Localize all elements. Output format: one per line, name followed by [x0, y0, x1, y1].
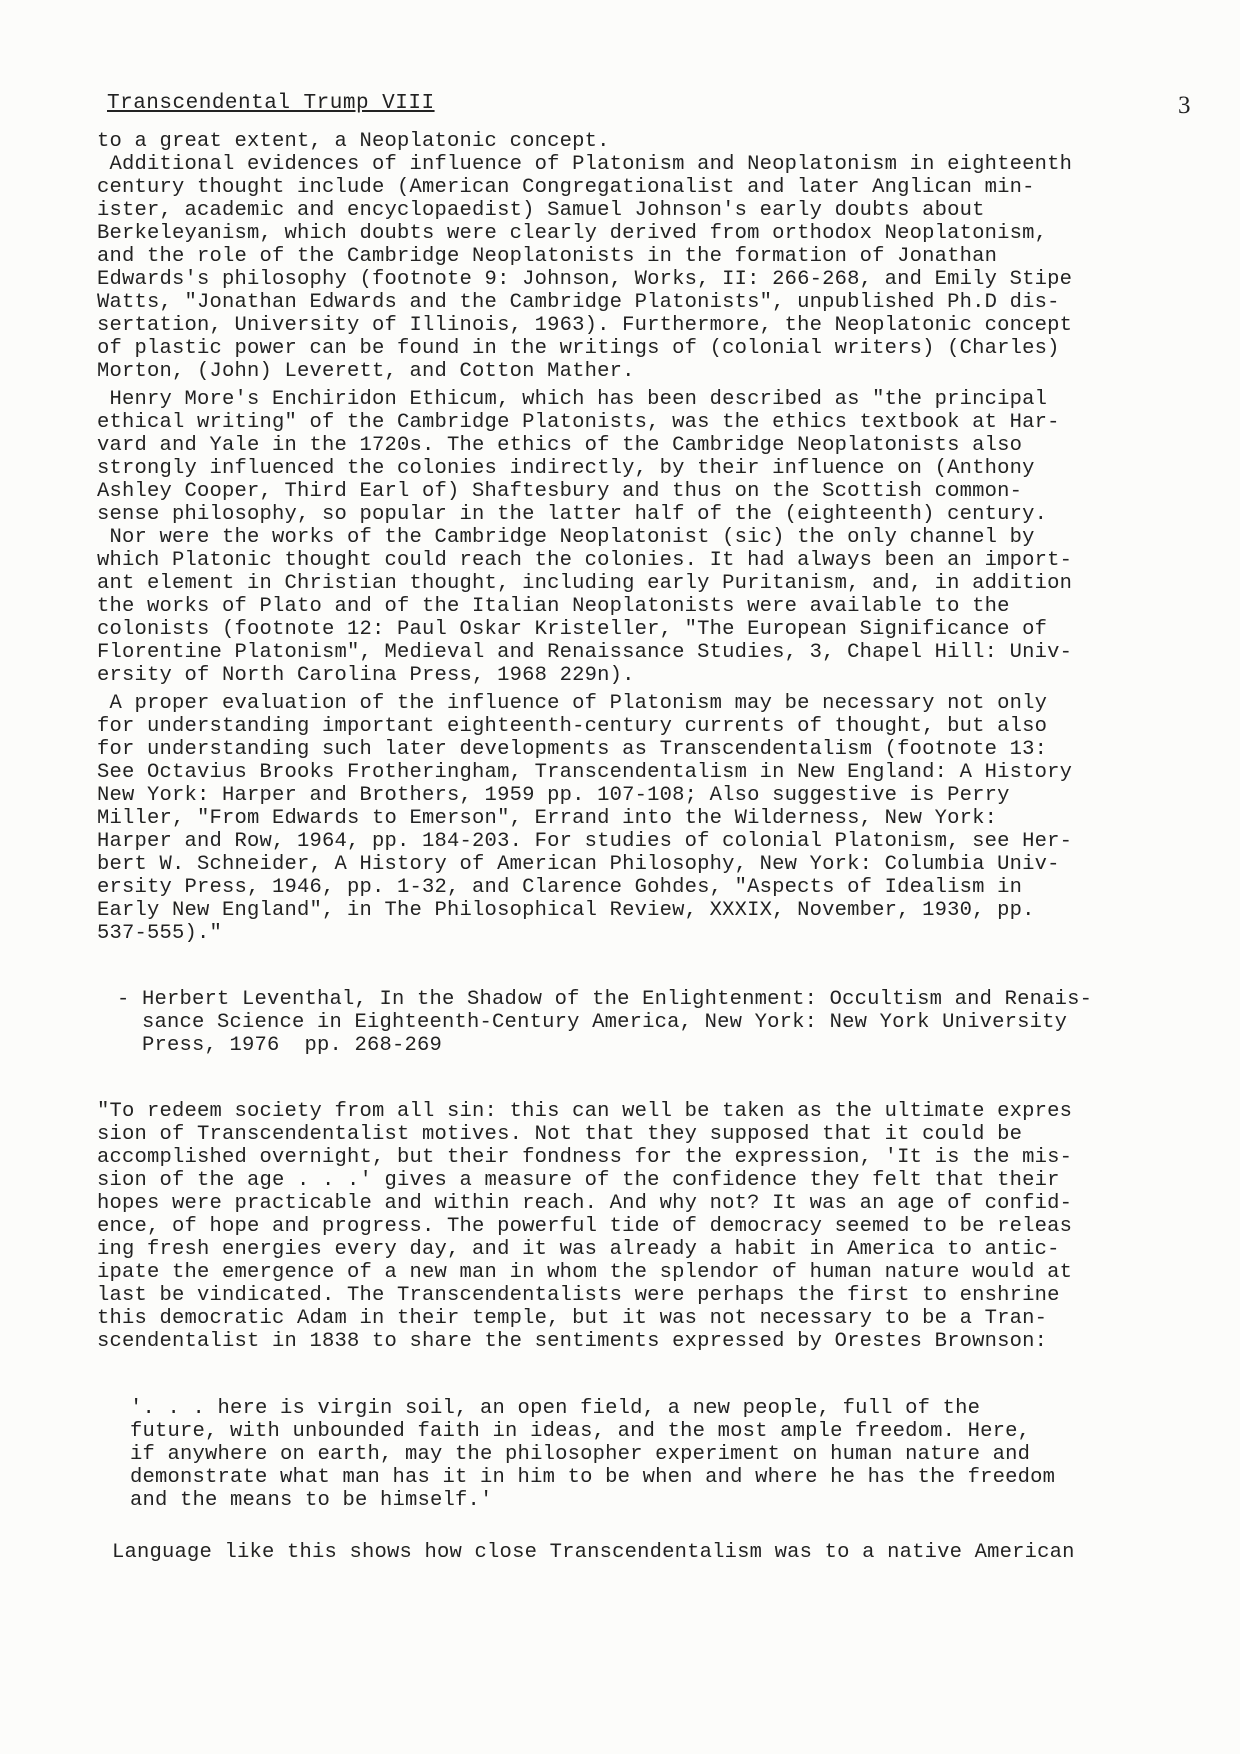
text-line: scendentalist in 1838 to share the sentiments expressed by Orestes Brownson: — [97, 1330, 1048, 1353]
block-quote-line: if anywhere on earth, may the philosopher experiment on human nature and — [130, 1443, 1031, 1466]
block-quote-line: '. . . here is virgin soil, an open field, a new people, full of the — [130, 1397, 981, 1420]
running-title: Transcendental Trump VIII — [107, 92, 435, 115]
text-line: Nor were the works of the Cambridge Neoplatonist (sic) the only channel by — [97, 526, 1035, 549]
citation-line: sance Science in Eighteenth-Century America, New York: New York University — [117, 1011, 1068, 1034]
page-number: 3 — [1178, 92, 1191, 119]
block-quote-line: demonstrate what man has it in him to be when and where he has the freedom — [130, 1466, 1056, 1489]
text-line: this democratic Adam in their temple, but it was not necessary to be a Tran- — [97, 1307, 1048, 1330]
text-line: Additional evidences of influence of Platonism and Neoplatonism in eighteenth — [97, 153, 1073, 176]
text-line: vard and Yale in the 1720s. The ethics of the Cambridge Neoplatonists also — [97, 434, 1023, 457]
text-line: ant element in Christian thought, including early Puritanism, and, in addition — [97, 572, 1073, 595]
text-line: the works of Plato and of the Italian Neoplatonists were available to the — [97, 595, 1010, 618]
text-line: Edwards's philosophy (footnote 9: Johnson, Works, II: 266-268, and Emily Stipe — [97, 268, 1073, 291]
block-quote-line: and the means to be himself.' — [130, 1489, 493, 1512]
text-line: accomplished overnight, but their fondness for the expression, 'It is the mis- — [97, 1146, 1073, 1169]
citation-line: - Herbert Leventhal, In the Shadow of the Enlightenment: Occultism and Renais- — [117, 988, 1093, 1011]
text-line: ersity Press, 1946, pp. 1-32, and Clarence Gohdes, "Aspects of Idealism in — [97, 876, 1023, 899]
text-line: Harper and Row, 1964, pp. 184-203. For studies of colonial Platonism, see Her- — [97, 830, 1073, 853]
text-line: ing fresh energies every day, and it was already a habit in America to antic- — [97, 1238, 1060, 1261]
text-line: ersity of North Carolina Press, 1968 229n). — [97, 664, 635, 687]
text-line: century thought include (American Congregationalist and later Anglican min- — [97, 176, 1035, 199]
text-line: Florentine Platonism", Medieval and Renaissance Studies, 3, Chapel Hill: Univ- — [97, 641, 1073, 664]
text-line: of plastic power can be found in the writings of (colonial writers) (Charles) — [97, 337, 1060, 360]
block-quote-line: future, with unbounded faith in ideas, and the most ample freedom. Here, — [130, 1420, 1031, 1443]
citation-line: Press, 1976 pp. 268-269 — [117, 1034, 443, 1057]
text-line: Henry More's Enchiridon Ethicum, which has been described as "the principal — [97, 388, 1048, 411]
text-line: Berkeleyanism, which doubts were clearly derived from orthodox Neoplatonism, — [97, 222, 1048, 245]
text-line: Miller, "From Edwards to Emerson", Errand into the Wilderness, New York: — [97, 807, 998, 830]
text-line: strongly influenced the colonies indirectly, by their influence on (Anthony — [97, 457, 1035, 480]
text-line: Watts, "Jonathan Edwards and the Cambridge Platonists", unpublished Ph.D dis- — [97, 291, 1060, 314]
text-line: Early New England", in The Philosophical Review, XXXIX, November, 1930, pp. — [97, 899, 1035, 922]
text-line: A proper evaluation of the influence of Platonism may be necessary not only — [97, 692, 1048, 715]
text-line: to a great extent, a Neoplatonic concept. — [97, 130, 610, 153]
text-line: bert W. Schneider, A History of American Philosophy, New York: Columbia Univ- — [97, 853, 1060, 876]
text-line: and the role of the Cambridge Neoplatonists in the formation of Jonathan — [97, 245, 998, 268]
text-line: hopes were practicable and within reach. And why not? It was an age of confid- — [97, 1192, 1073, 1215]
text-line: Language like this shows how close Transcendentalism was to a native American — [112, 1541, 1075, 1564]
text-line: ethical writing" of the Cambridge Platonists, was the ethics textbook at Har- — [97, 411, 1060, 434]
text-line: Morton, (John) Leverett, and Cotton Mather. — [97, 360, 635, 383]
text-line: sertation, University of Illinois, 1963). Furthermore, the Neoplatonic concept — [97, 314, 1073, 337]
text-line: sion of Transcendentalist motives. Not that they supposed that it could be — [97, 1123, 1023, 1146]
text-line: sense philosophy, so popular in the latter half of the (eighteenth) century. — [97, 503, 1048, 526]
text-line: for understanding such later developments as Transcendentalism (footnote 13: — [97, 738, 1048, 761]
text-line: last be vindicated. The Transcendentalists were perhaps the first to enshrine — [97, 1284, 1060, 1307]
text-line: which Platonic thought could reach the colonies. It had always been an import- — [97, 549, 1073, 572]
text-line: Ashley Cooper, Third Earl of) Shaftesbury and thus on the Scottish common- — [97, 480, 1023, 503]
text-line: sion of the age . . .' gives a measure of the confidence they felt that their — [97, 1169, 1060, 1192]
text-line: ipate the emergence of a new man in whom the splendor of human nature would at — [97, 1261, 1073, 1284]
text-line: New York: Harper and Brothers, 1959 pp. 107-108; Also suggestive is Perry — [97, 784, 1010, 807]
text-line: 537-555)." — [97, 922, 223, 945]
text-line: See Octavius Brooks Frotheringham, Transcendentalism in New England: A History — [97, 761, 1073, 784]
text-line: for understanding important eighteenth-century currents of thought, but also — [97, 715, 1048, 738]
text-line: colonists (footnote 12: Paul Oskar Kristeller, "The European Significance of — [97, 618, 1048, 641]
text-line: "To redeem society from all sin: this can well be taken as the ultimate expres — [97, 1100, 1073, 1123]
text-line: ister, academic and encyclopaedist) Samuel Johnson's early doubts about — [97, 199, 985, 222]
text-line: ence, of hope and progress. The powerful tide of democracy seemed to be releas — [97, 1215, 1073, 1238]
